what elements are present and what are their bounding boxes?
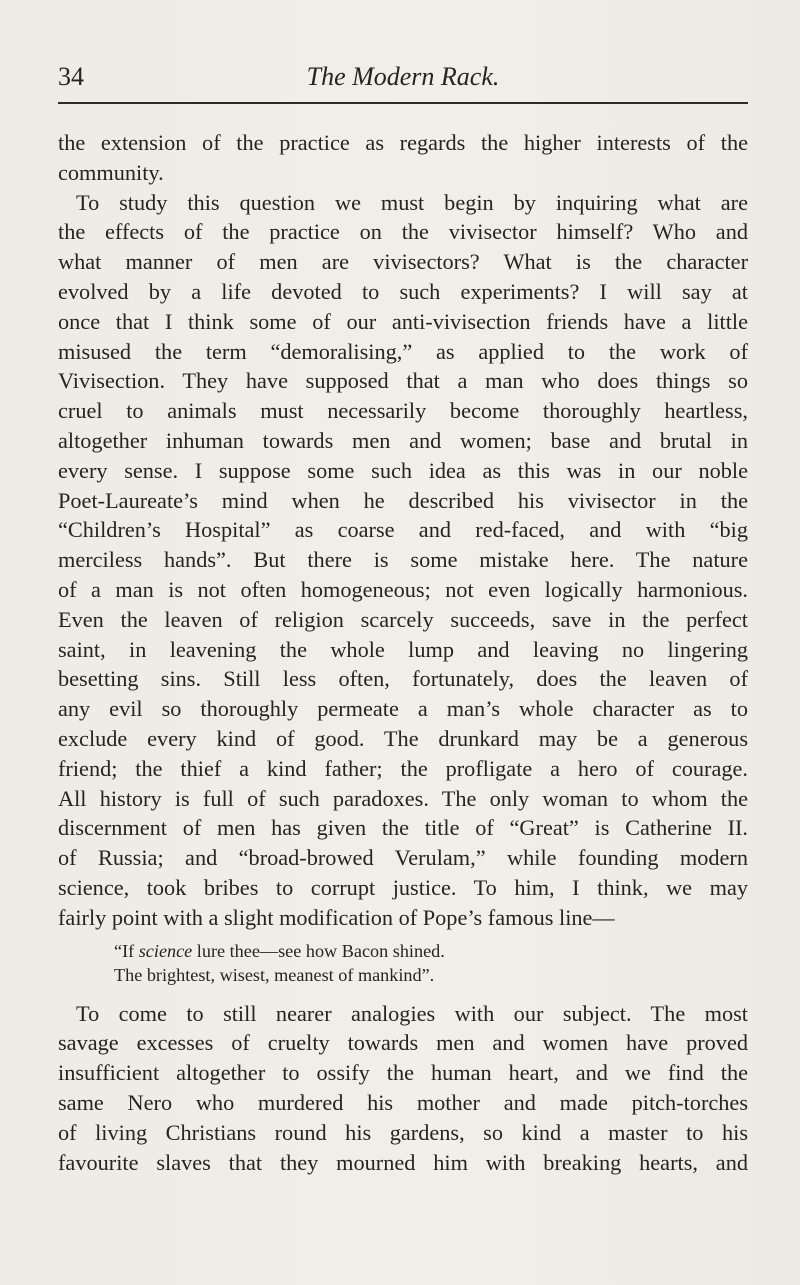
text-line: once that I think some of our anti-vivisection friends have a little (58, 308, 748, 334)
text-line: merciless hands”. But there is some mistake here. The nature (58, 547, 748, 573)
text-line: fairly point with a slight modification of Pope’s famous line— (58, 904, 615, 930)
text-line: To come to still nearer analogies with our subject. The most (76, 1000, 748, 1026)
text-line: every sense. I suppose some such idea as this was in our noble (58, 457, 748, 483)
text-line: evolved by a life devoted to such experiments? I will say at (58, 278, 748, 304)
verse-line: The brightest, wisest, meanest of mankind”. (114, 964, 435, 985)
text-line: of living Christians round his gardens, so kind a master to his (58, 1119, 748, 1145)
text-line: what manner of men are vivisectors? What is the character (58, 249, 748, 275)
paragraph-after-quote (58, 999, 748, 1178)
text-line: insufficient altogether to ossify the human heart, and we find the (58, 1060, 748, 1086)
verse-quotation (58, 939, 748, 987)
text-line: savage excesses of cruelty towards men and women have proved (58, 1030, 748, 1056)
text-line: Even the leaven of religion scarcely succeeds, save in the perfect (58, 606, 748, 632)
text-line: friend; the thief a kind father; the profligate a hero of courage. (58, 755, 748, 781)
text-line: Vivisection. They have supposed that a man who does things so (58, 368, 748, 394)
text-line: Poet-Laureate’s mind when he described his vivisector in the (58, 487, 748, 513)
page-number: 34 (58, 62, 84, 91)
text-line: misused the term “demoralising,” as applied to the work of (58, 338, 748, 364)
text-line: the extension of the practice as regards the higher interests of the (58, 130, 748, 155)
text-line: of a man is not often homogeneous; not even logically harmonious. (58, 576, 748, 602)
text-line: altogether inhuman towards men and women; base and brutal in (58, 427, 748, 453)
text-line: science, took bribes to corrupt justice. To him, I think, we may (58, 874, 748, 900)
text-line: cruel to animals must necessarily become thoroughly heartless, (58, 398, 748, 424)
header-rule (58, 102, 748, 104)
text-line: To study this question we must begin by inquiring what are (76, 189, 748, 215)
text-line: of Russia; and “broad-browed Verulam,” while founding modern (58, 845, 748, 871)
text-line: All history is full of such paradoxes. The only woman to whom the (58, 785, 748, 811)
text-line: any evil so thoroughly permeate a man’s whole character as to (58, 696, 748, 722)
text-line: community. (58, 159, 164, 185)
running-title: The Modern Rack. (306, 62, 500, 91)
text-line: “Children’s Hospital” as coarse and red-faced, and with “big (58, 517, 748, 543)
verse-line-rest: lure thee—see how Bacon shined. (192, 940, 445, 961)
text-line: saint, in leavening the whole lump and leaving no lingering (58, 636, 748, 662)
text-line: discernment of men has given the title of “Great” is Catherine II. (58, 815, 748, 841)
text-line: besetting sins. Still less often, fortunately, does the leaven of (58, 666, 748, 692)
page-header (58, 60, 748, 100)
text-line: same Nero who murdered his mother and made pitch-torches (58, 1089, 748, 1115)
verse-italic-word: science (138, 940, 193, 961)
text-line: exclude every kind of good. The drunkard may be a generous (58, 725, 748, 751)
verse-open-quote: “If (114, 940, 139, 961)
verse-line (114, 939, 748, 963)
text-line: the effects of the practice on the vivisector himself? Who and (58, 219, 748, 245)
body-text (58, 128, 748, 1177)
text-line: favourite slaves that they mourned him with breaking hearts, and (58, 1149, 748, 1175)
